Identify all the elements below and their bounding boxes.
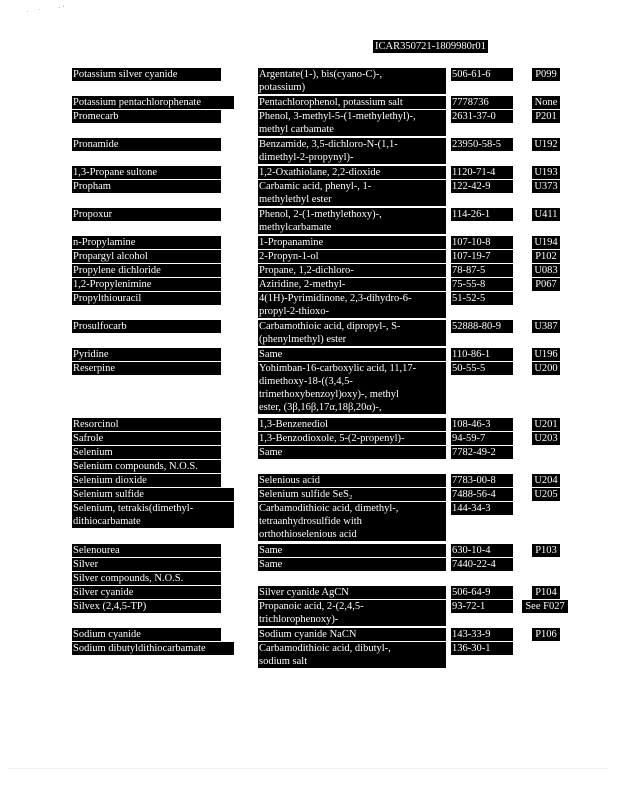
row-code: P103 xyxy=(532,544,560,557)
row-name: Sodium cyanide xyxy=(72,628,221,641)
row-synonym: 1,2-Oxathiolane, 2,2-dioxide xyxy=(258,166,446,179)
row-synonym: Same xyxy=(258,446,446,459)
row-name: Silver cyanide xyxy=(72,586,221,599)
row-name: Silver compounds, N.O.S. xyxy=(72,572,221,585)
row-cas: 7778736 xyxy=(451,96,513,109)
row-name: Selenium, tetrakis(dimethyl- dithiocarbamate xyxy=(72,502,234,528)
row-name: Potassium pentachlorophenate xyxy=(72,96,234,109)
row-cas: 2631-37-0 xyxy=(451,110,513,123)
row-synonym: Sodium cyanide NaCN xyxy=(258,628,446,641)
row-synonym: Pentachlorophenol, potassium salt xyxy=(258,96,446,109)
row-code: U411 xyxy=(532,208,560,221)
row-name: Propham xyxy=(72,180,221,193)
row-code: U203 xyxy=(532,432,560,445)
row-synonym: Aziridine, 2-methyl- xyxy=(258,278,446,291)
row-name: Propylene dichloride xyxy=(72,264,221,277)
row-code: U083 xyxy=(532,264,560,277)
row-code: U196 xyxy=(532,348,560,361)
row-synonym: 2-Propyn-1-ol xyxy=(258,250,446,263)
row-synonym: Argentate(1-), bis(cyano-C)-, potassium) xyxy=(258,68,446,94)
row-cas: 51-52-5 xyxy=(451,292,513,305)
row-synonym: Benzamide, 3,5-dichloro-N-(1,1- dimethyl-2-propynyl)- xyxy=(258,138,446,164)
row-cas: 50-55-5 xyxy=(451,362,513,375)
row-name: n-Propylamine xyxy=(72,236,221,249)
row-name: Propoxur xyxy=(72,208,221,221)
row-cas: 108-46-3 xyxy=(451,418,513,431)
row-synonym: 4(1H)-Pyrimidinone, 2,3-dihydro-6- propyl-2-thioxo- xyxy=(258,292,446,318)
row-cas: 75-55-8 xyxy=(451,278,513,291)
row-cas: 7488-56-4 xyxy=(451,488,513,501)
row-cas: 144-34-3 xyxy=(451,502,513,515)
row-name: Prosulfocarb xyxy=(72,320,221,333)
row-synonym: Carbamic acid, phenyl-, 1- methylethyl ester xyxy=(258,180,446,206)
row-cas: 122-42-9 xyxy=(451,180,513,193)
row-cas: 107-19-7 xyxy=(451,250,513,263)
row-code: P106 xyxy=(532,628,560,641)
row-name: Sodium dibutyldithiocarbamate xyxy=(72,642,234,655)
row-cas: 506-64-9 xyxy=(451,586,513,599)
row-cas: 506-61-6 xyxy=(451,68,513,81)
row-name: Silver xyxy=(72,558,221,571)
row-synonym: Carbamothioic acid, dipropyl-, S- (phenylmethyl) ester xyxy=(258,320,446,346)
row-synonym: Propanoic acid, 2-(2,4,5- trichlorophenoxy)- xyxy=(258,600,446,626)
row-cas: 23950-58-5 xyxy=(451,138,513,151)
row-name: Reserpine xyxy=(72,362,221,375)
row-code: P104 xyxy=(532,586,560,599)
row-code: P099 xyxy=(532,68,560,81)
row-name: Potassium silver cyanide xyxy=(72,68,221,81)
row-synonym: Same xyxy=(258,544,446,557)
row-cas: 110-86-1 xyxy=(451,348,513,361)
row-name: Promecarb xyxy=(72,110,221,123)
row-name: Safrole xyxy=(72,432,221,445)
row-synonym: Same xyxy=(258,348,446,361)
row-name: Pronamide xyxy=(72,138,221,151)
row-synonym: Silver cyanide AgCN xyxy=(258,586,446,599)
row-cas: 7782-49-2 xyxy=(451,446,513,459)
row-synonym: Propane, 1,2-dichloro- xyxy=(258,264,446,277)
row-cas: 7440-22-4 xyxy=(451,558,513,571)
row-code: P067 xyxy=(532,278,560,291)
row-synonym: Selenious acid xyxy=(258,474,446,487)
row-cas: 143-33-9 xyxy=(451,628,513,641)
row-code: U192 xyxy=(532,138,560,151)
row-cas: 94-59-7 xyxy=(451,432,513,445)
row-name: Selenium sulfide xyxy=(72,488,234,501)
row-synonym: Yohimban-16-carboxylic acid, 11,17- dimethoxy-18-((3,4,5- trimethoxybenzoyl)oxy)-, methyl ester, (3β,16β,17α,18β,20α)-, xyxy=(258,362,446,414)
row-code: None xyxy=(532,96,560,109)
row-synonym: 1,3-Benzenediol xyxy=(258,418,446,431)
row-code: P102 xyxy=(532,250,560,263)
row-code: U373 xyxy=(532,180,560,193)
row-name: 1,3-Propane sultone xyxy=(72,166,221,179)
row-cas: 78-87-5 xyxy=(451,264,513,277)
row-synonym: Carbamodithioic acid, dimethyl-, tetraanhydrosulfide with orthothioselenious acid xyxy=(258,502,446,541)
row-synonym: Carbamodithioic acid, dibutyl-, sodium salt xyxy=(258,642,446,668)
row-name: Selenium dioxide xyxy=(72,474,221,487)
row-name: Selenium compounds, N.O.S. xyxy=(72,460,221,473)
row-cas: 630-10-4 xyxy=(451,544,513,557)
row-code: P201 xyxy=(532,110,560,123)
row-cas: 7783-00-8 xyxy=(451,474,513,487)
row-synonym: Phenol, 2-(1-methylethoxy)-, methylcarbamate xyxy=(258,208,446,234)
row-synonym: Selenium sulfide SeS₂ xyxy=(258,488,446,501)
row-cas: 93-72-1 xyxy=(451,600,513,613)
row-name: Pyridine xyxy=(72,348,221,361)
row-synonym: Phenol, 3-methyl-5-(1-methylethyl)-, methyl carbamate xyxy=(258,110,446,136)
row-code: U201 xyxy=(532,418,560,431)
row-name: Selenium xyxy=(72,446,221,459)
row-synonym: 1-Propanamine xyxy=(258,236,446,249)
row-code: U193 xyxy=(532,166,560,179)
row-cas: 136-30-1 xyxy=(451,642,513,655)
row-synonym: Same xyxy=(258,558,446,571)
row-name: Propylthiouracil xyxy=(72,292,221,305)
row-code: U194 xyxy=(532,236,560,249)
row-cas: 52888-80-9 xyxy=(451,320,513,333)
row-code: U205 xyxy=(532,488,560,501)
row-code: U200 xyxy=(532,362,560,375)
row-cas: 107-10-8 xyxy=(451,236,513,249)
document-id: ICAR350721-1809980r01 xyxy=(375,41,486,52)
row-name: Propargyl alcohol xyxy=(72,250,221,263)
row-name: Resorcinol xyxy=(72,418,221,431)
row-name: Silvex (2,4,5-TP) xyxy=(72,600,221,613)
page-bottom-edge xyxy=(8,768,608,769)
row-cas: 1120-71-4 xyxy=(451,166,513,179)
row-code: U204 xyxy=(532,474,560,487)
row-code: See F027 xyxy=(522,600,568,613)
row-cas: 114-26-1 xyxy=(451,208,513,221)
row-synonym: 1,3-Benzodioxole, 5-(2-propenyl)- xyxy=(258,432,446,445)
row-code: U387 xyxy=(532,320,560,333)
row-name: Selenourea xyxy=(72,544,221,557)
row-name: 1,2-Propylenimine xyxy=(72,278,221,291)
